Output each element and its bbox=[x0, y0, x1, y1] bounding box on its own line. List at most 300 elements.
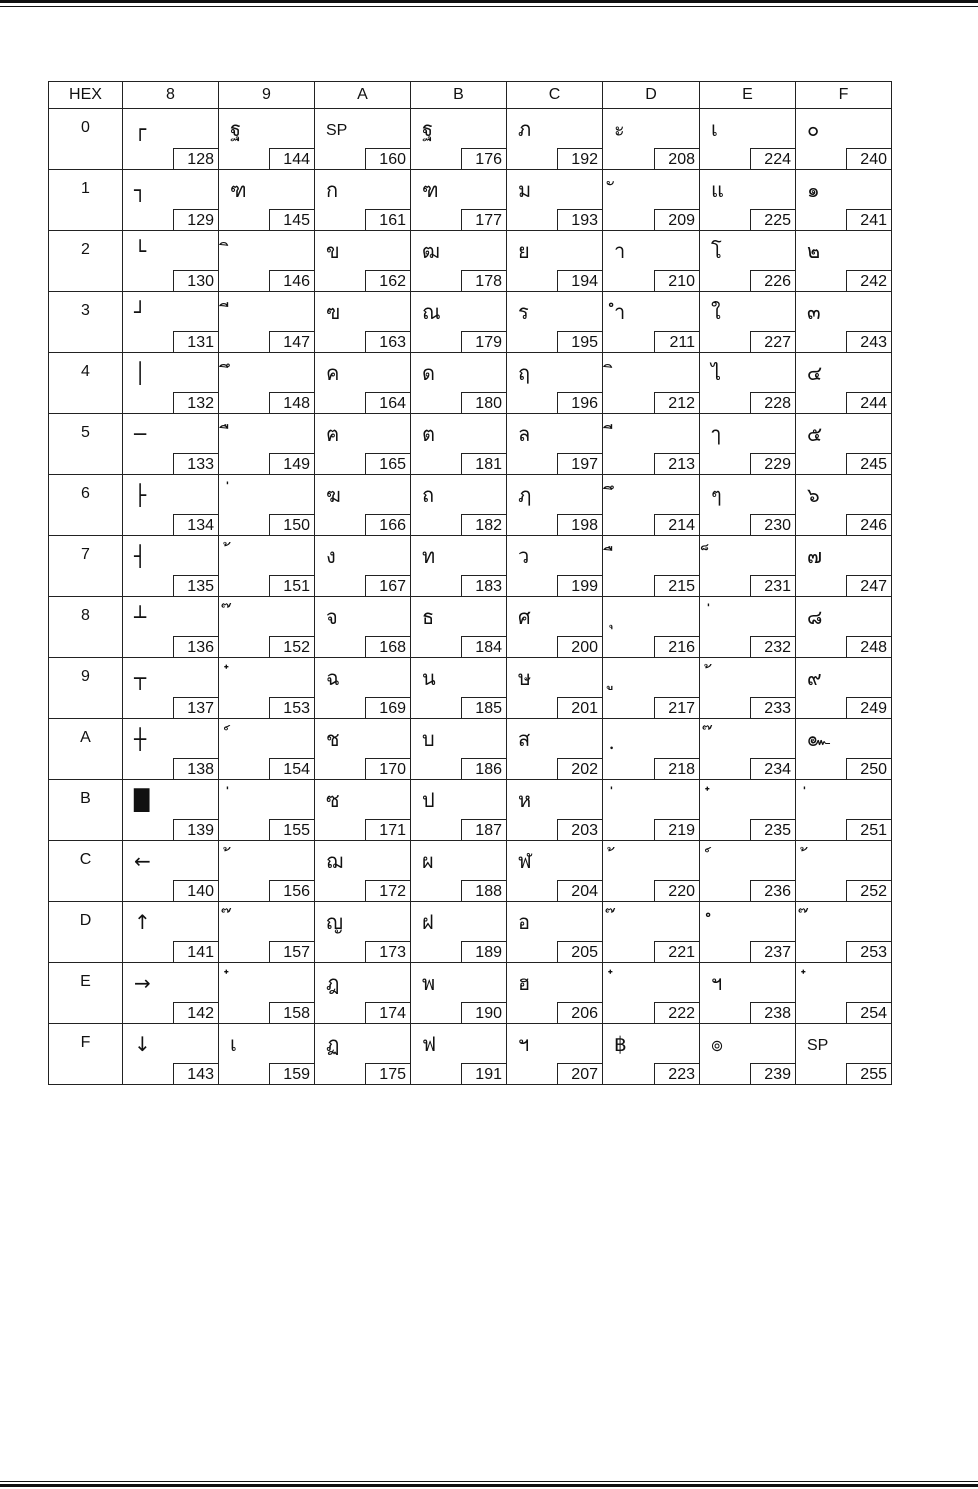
char-glyph: ─ bbox=[134, 422, 147, 446]
char-cell bbox=[700, 231, 796, 292]
char-code: 215 bbox=[654, 575, 700, 597]
row-hex-label: 4 bbox=[81, 363, 90, 380]
char-code: 233 bbox=[750, 697, 796, 719]
char-code: 156 bbox=[269, 880, 315, 902]
char-glyph: ฟ bbox=[422, 1032, 437, 1056]
char-code: 161 bbox=[365, 209, 411, 231]
char-cell bbox=[507, 170, 603, 231]
char-cell bbox=[603, 536, 700, 597]
char-code: 241 bbox=[846, 209, 892, 231]
char-cell bbox=[315, 780, 411, 841]
char-glyph: อ bbox=[518, 910, 531, 934]
char-cell bbox=[411, 658, 507, 719]
column-header: 8 bbox=[123, 82, 219, 109]
char-cell bbox=[411, 719, 507, 780]
char-cell bbox=[796, 841, 892, 902]
char-code: 169 bbox=[365, 697, 411, 719]
char-code: 237 bbox=[750, 941, 796, 963]
char-code: 157 bbox=[269, 941, 315, 963]
row-hex-label: A bbox=[80, 729, 91, 746]
char-code: 211 bbox=[654, 331, 700, 353]
char-cell bbox=[700, 536, 796, 597]
char-code: 244 bbox=[846, 392, 892, 414]
char-code: 171 bbox=[365, 819, 411, 841]
char-code: 140 bbox=[173, 880, 219, 902]
row-header bbox=[49, 841, 123, 902]
char-code: 209 bbox=[654, 209, 700, 231]
char-cell bbox=[796, 475, 892, 536]
char-cell bbox=[507, 231, 603, 292]
top-rule-thick bbox=[0, 0, 978, 3]
char-code: 159 bbox=[269, 1063, 315, 1085]
char-glyph: ด bbox=[422, 361, 435, 385]
char-cell bbox=[315, 597, 411, 658]
char-cell bbox=[315, 170, 411, 231]
char-code: 192 bbox=[557, 148, 603, 170]
char-code: 206 bbox=[557, 1002, 603, 1024]
char-code: 227 bbox=[750, 331, 796, 353]
char-code: 219 bbox=[654, 819, 700, 841]
char-code: 165 bbox=[365, 453, 411, 475]
char-glyph: └ bbox=[134, 239, 147, 263]
char-cell bbox=[315, 963, 411, 1024]
char-glyph: ฑ bbox=[230, 178, 247, 202]
char-glyph: ไ bbox=[711, 361, 722, 385]
char-code: 207 bbox=[557, 1063, 603, 1085]
char-glyph: ป bbox=[422, 788, 435, 812]
char-glyph: ฮ bbox=[518, 971, 531, 995]
char-code: 236 bbox=[750, 880, 796, 902]
row-hex-label: 5 bbox=[81, 424, 90, 441]
bottom-rule-thick bbox=[0, 1484, 978, 1487]
char-cell bbox=[123, 414, 219, 475]
char-cell bbox=[411, 902, 507, 963]
char-glyph: ๘ bbox=[807, 605, 823, 629]
char-code: 198 bbox=[557, 514, 603, 536]
table-row bbox=[49, 536, 892, 597]
char-code: 239 bbox=[750, 1063, 796, 1085]
char-code: 132 bbox=[173, 392, 219, 414]
char-glyph: ฯ bbox=[711, 971, 723, 995]
char-cell bbox=[603, 292, 700, 353]
char-code: 175 bbox=[365, 1063, 411, 1085]
char-code: 186 bbox=[461, 758, 507, 780]
char-cell bbox=[507, 475, 603, 536]
char-cell bbox=[219, 902, 315, 963]
char-glyph: ำ bbox=[614, 300, 626, 324]
char-code: 163 bbox=[365, 331, 411, 353]
char-code: 196 bbox=[557, 392, 603, 414]
char-code: 153 bbox=[269, 697, 315, 719]
char-glyph: ห bbox=[518, 788, 532, 812]
char-cell bbox=[507, 658, 603, 719]
row-hex-label: 2 bbox=[81, 241, 90, 258]
char-code: 179 bbox=[461, 331, 507, 353]
char-code: 133 bbox=[173, 453, 219, 475]
row-header bbox=[49, 1024, 123, 1085]
char-cell bbox=[411, 597, 507, 658]
char-code: 131 bbox=[173, 331, 219, 353]
char-code: 188 bbox=[461, 880, 507, 902]
char-cell bbox=[796, 597, 892, 658]
char-code: 178 bbox=[461, 270, 507, 292]
char-glyph: ค bbox=[326, 361, 340, 385]
row-hex-label: E bbox=[80, 973, 91, 990]
char-cell bbox=[603, 1024, 700, 1085]
char-cell bbox=[796, 536, 892, 597]
char-code: 208 bbox=[654, 148, 700, 170]
char-code: 234 bbox=[750, 758, 796, 780]
char-code: 240 bbox=[846, 148, 892, 170]
char-code: 232 bbox=[750, 636, 796, 658]
char-code: 174 bbox=[365, 1002, 411, 1024]
char-glyph: ท bbox=[422, 544, 436, 568]
row-hex-label: 7 bbox=[81, 546, 90, 563]
char-cell bbox=[603, 841, 700, 902]
bottom-rule-thin bbox=[0, 1481, 978, 1482]
row-hex-label: 9 bbox=[81, 668, 90, 685]
char-cell bbox=[603, 597, 700, 658]
char-code: 247 bbox=[846, 575, 892, 597]
char-code: 167 bbox=[365, 575, 411, 597]
row-hex-label: F bbox=[80, 1034, 91, 1051]
char-glyph: ช bbox=[326, 727, 340, 751]
column-header: E bbox=[700, 82, 796, 109]
char-cell bbox=[700, 475, 796, 536]
char-glyph: ← bbox=[134, 849, 151, 873]
char-cell bbox=[603, 963, 700, 1024]
char-cell bbox=[796, 170, 892, 231]
char-cell bbox=[411, 353, 507, 414]
char-cell bbox=[123, 719, 219, 780]
row-header bbox=[49, 109, 123, 170]
char-glyph: ๙ bbox=[807, 666, 822, 690]
char-glyph: ฝ bbox=[422, 910, 434, 934]
char-cell bbox=[796, 963, 892, 1024]
char-glyph: ↓ bbox=[134, 1032, 151, 1056]
char-cell bbox=[315, 231, 411, 292]
char-code: 130 bbox=[173, 270, 219, 292]
char-code: 144 bbox=[269, 148, 315, 170]
char-cell bbox=[796, 658, 892, 719]
char-glyph: แ bbox=[711, 178, 724, 202]
char-cell bbox=[315, 292, 411, 353]
column-header: 9 bbox=[219, 82, 315, 109]
char-glyph: ซ bbox=[326, 788, 340, 812]
char-code: 204 bbox=[557, 880, 603, 902]
row-header bbox=[49, 780, 123, 841]
char-cell bbox=[411, 170, 507, 231]
char-cell bbox=[219, 170, 315, 231]
table-row bbox=[49, 902, 892, 963]
char-code: 228 bbox=[750, 392, 796, 414]
char-glyph: ถ bbox=[422, 483, 435, 507]
char-cell bbox=[315, 719, 411, 780]
char-cell bbox=[123, 597, 219, 658]
row-header bbox=[49, 353, 123, 414]
char-cell bbox=[700, 780, 796, 841]
char-glyph: ๗ bbox=[807, 544, 823, 568]
char-glyph: ฑ bbox=[422, 178, 439, 202]
char-glyph: ง bbox=[326, 544, 336, 568]
row-hex-label: 1 bbox=[81, 180, 90, 197]
char-code: 225 bbox=[750, 209, 796, 231]
row-hex-label: 0 bbox=[81, 119, 90, 136]
char-glyph: ย bbox=[518, 239, 530, 263]
char-glyph: เ bbox=[230, 1032, 237, 1056]
column-header: C bbox=[507, 82, 603, 109]
char-cell bbox=[123, 1024, 219, 1085]
char-code: 253 bbox=[846, 941, 892, 963]
char-cell bbox=[700, 719, 796, 780]
char-cell bbox=[700, 963, 796, 1024]
char-code: 166 bbox=[365, 514, 411, 536]
column-header: A bbox=[315, 82, 411, 109]
char-code: 134 bbox=[173, 514, 219, 536]
char-code: 194 bbox=[557, 270, 603, 292]
char-cell bbox=[700, 658, 796, 719]
char-cell bbox=[603, 719, 700, 780]
row-hex-label: 8 bbox=[81, 607, 90, 624]
char-glyph: ┬ bbox=[134, 666, 147, 690]
char-code: 135 bbox=[173, 575, 219, 597]
char-code: 151 bbox=[269, 575, 315, 597]
char-glyph: ฬ bbox=[518, 849, 532, 873]
char-code: 197 bbox=[557, 453, 603, 475]
char-cell bbox=[603, 170, 700, 231]
char-glyph: ┌ bbox=[134, 117, 147, 141]
char-cell bbox=[700, 1024, 796, 1085]
char-code: 214 bbox=[654, 514, 700, 536]
char-code: 193 bbox=[557, 209, 603, 231]
char-cell bbox=[315, 536, 411, 597]
char-code: 149 bbox=[269, 453, 315, 475]
char-glyph: ฅ bbox=[326, 422, 340, 446]
char-cell bbox=[411, 292, 507, 353]
char-cell bbox=[219, 780, 315, 841]
char-cell bbox=[123, 841, 219, 902]
table-row bbox=[49, 292, 892, 353]
char-cell bbox=[796, 414, 892, 475]
column-header: F bbox=[796, 82, 892, 109]
char-glyph: จ bbox=[326, 605, 338, 629]
table-row bbox=[49, 353, 892, 414]
char-cell bbox=[219, 231, 315, 292]
char-code: 139 bbox=[173, 819, 219, 841]
char-code: 250 bbox=[846, 758, 892, 780]
char-cell bbox=[796, 780, 892, 841]
char-glyph: ๒ bbox=[807, 239, 821, 263]
char-cell bbox=[411, 1024, 507, 1085]
char-code: 145 bbox=[269, 209, 315, 231]
char-glyph: ฏ bbox=[326, 1032, 340, 1056]
char-cell bbox=[507, 109, 603, 170]
char-cell bbox=[796, 719, 892, 780]
char-glyph: ┴ bbox=[134, 605, 147, 629]
char-cell bbox=[796, 1024, 892, 1085]
char-cell bbox=[411, 963, 507, 1024]
char-glyph: ๅ bbox=[711, 422, 721, 446]
char-cell bbox=[219, 292, 315, 353]
char-glyph: ๏ bbox=[711, 1032, 724, 1056]
char-cell bbox=[700, 597, 796, 658]
char-cell bbox=[219, 109, 315, 170]
row-header bbox=[49, 536, 123, 597]
char-code: 184 bbox=[461, 636, 507, 658]
char-code: 203 bbox=[557, 819, 603, 841]
char-code: 248 bbox=[846, 636, 892, 658]
char-cell bbox=[315, 414, 411, 475]
char-code: 154 bbox=[269, 758, 315, 780]
char-code: 229 bbox=[750, 453, 796, 475]
table-row bbox=[49, 170, 892, 231]
table-row bbox=[49, 597, 892, 658]
char-code: 143 bbox=[173, 1063, 219, 1085]
char-glyph: ณ bbox=[422, 300, 441, 324]
row-header bbox=[49, 719, 123, 780]
char-cell bbox=[603, 475, 700, 536]
char-glyph: า bbox=[614, 239, 626, 263]
row-header bbox=[49, 475, 123, 536]
char-code: 158 bbox=[269, 1002, 315, 1024]
char-cell bbox=[315, 353, 411, 414]
char-code: 137 bbox=[173, 697, 219, 719]
char-code: 180 bbox=[461, 392, 507, 414]
row-hex-label: 6 bbox=[81, 485, 90, 502]
row-hex-label: 3 bbox=[81, 302, 90, 319]
char-code: 164 bbox=[365, 392, 411, 414]
char-glyph: SP bbox=[326, 122, 348, 139]
char-cell bbox=[700, 902, 796, 963]
char-cell bbox=[700, 292, 796, 353]
char-cell bbox=[123, 658, 219, 719]
char-cell bbox=[219, 1024, 315, 1085]
char-code: 168 bbox=[365, 636, 411, 658]
char-glyph: ๑ bbox=[807, 178, 820, 202]
char-cell bbox=[315, 902, 411, 963]
table-row bbox=[49, 475, 892, 536]
table-row bbox=[49, 658, 892, 719]
column-header: B bbox=[411, 82, 507, 109]
char-cell bbox=[411, 536, 507, 597]
char-code: 249 bbox=[846, 697, 892, 719]
char-cell bbox=[315, 475, 411, 536]
char-glyph: ฌ bbox=[326, 849, 344, 873]
char-code: 242 bbox=[846, 270, 892, 292]
char-code: 218 bbox=[654, 758, 700, 780]
char-cell bbox=[219, 963, 315, 1024]
char-code: 129 bbox=[173, 209, 219, 231]
row-hex-label: D bbox=[79, 912, 92, 929]
char-code: 191 bbox=[461, 1063, 507, 1085]
char-code: 147 bbox=[269, 331, 315, 353]
char-glyph: ฿ bbox=[614, 1032, 627, 1056]
table-row bbox=[49, 780, 892, 841]
char-glyph: ฒ bbox=[422, 239, 441, 263]
top-rule-thin bbox=[0, 6, 978, 7]
char-glyph: ธ bbox=[422, 605, 435, 629]
char-cell bbox=[315, 841, 411, 902]
char-cell bbox=[123, 231, 219, 292]
row-header bbox=[49, 231, 123, 292]
char-cell bbox=[411, 231, 507, 292]
char-code: 176 bbox=[461, 148, 507, 170]
row-header bbox=[49, 963, 123, 1024]
char-code: 173 bbox=[365, 941, 411, 963]
char-glyph: ฎ bbox=[326, 971, 340, 995]
char-code: 181 bbox=[461, 453, 507, 475]
char-glyph: โ bbox=[711, 239, 722, 263]
char-cell bbox=[700, 353, 796, 414]
char-code: 187 bbox=[461, 819, 507, 841]
char-glyph: ต bbox=[422, 422, 435, 446]
char-glyph: ก bbox=[326, 178, 339, 202]
char-glyph: ๆ bbox=[711, 483, 722, 507]
char-glyph: น bbox=[422, 666, 436, 690]
char-code: 155 bbox=[269, 819, 315, 841]
char-glyph: █ bbox=[134, 788, 150, 812]
char-code: 238 bbox=[750, 1002, 796, 1024]
char-cell bbox=[219, 841, 315, 902]
char-cell bbox=[796, 109, 892, 170]
char-glyph: ฉ bbox=[326, 666, 340, 690]
char-cell bbox=[700, 841, 796, 902]
char-code: 221 bbox=[654, 941, 700, 963]
char-cell bbox=[507, 902, 603, 963]
char-code: 150 bbox=[269, 514, 315, 536]
table-row bbox=[49, 1024, 892, 1085]
char-code: 190 bbox=[461, 1002, 507, 1024]
char-glyph: ภ bbox=[518, 117, 532, 141]
char-glyph: ๓ bbox=[807, 300, 821, 324]
row-header bbox=[49, 414, 123, 475]
char-cell bbox=[219, 414, 315, 475]
char-glyph: ฯ bbox=[518, 1032, 530, 1056]
row-header bbox=[49, 170, 123, 231]
char-code: 182 bbox=[461, 514, 507, 536]
char-code: 183 bbox=[461, 575, 507, 597]
char-cell bbox=[123, 902, 219, 963]
char-cell bbox=[507, 292, 603, 353]
code-page-table bbox=[48, 81, 892, 1085]
char-glyph: บ bbox=[422, 727, 435, 751]
char-cell bbox=[411, 414, 507, 475]
char-glyph: ญ bbox=[326, 910, 344, 934]
char-code: 223 bbox=[654, 1063, 700, 1085]
char-cell bbox=[507, 841, 603, 902]
char-cell bbox=[603, 109, 700, 170]
table-row bbox=[49, 109, 892, 170]
char-code: 251 bbox=[846, 819, 892, 841]
char-code: 224 bbox=[750, 148, 796, 170]
column-header: D bbox=[603, 82, 700, 109]
char-code: 200 bbox=[557, 636, 603, 658]
char-cell bbox=[603, 902, 700, 963]
char-code: 152 bbox=[269, 636, 315, 658]
char-cell bbox=[123, 780, 219, 841]
char-cell bbox=[411, 841, 507, 902]
row-header bbox=[49, 597, 123, 658]
table-row bbox=[49, 841, 892, 902]
char-glyph: เ bbox=[711, 117, 718, 141]
char-cell bbox=[411, 109, 507, 170]
char-glyph: ๖ bbox=[807, 483, 820, 507]
row-hex-label: C bbox=[79, 851, 92, 868]
char-code: 177 bbox=[461, 209, 507, 231]
char-code: 254 bbox=[846, 1002, 892, 1024]
char-cell bbox=[796, 353, 892, 414]
char-code: 246 bbox=[846, 514, 892, 536]
